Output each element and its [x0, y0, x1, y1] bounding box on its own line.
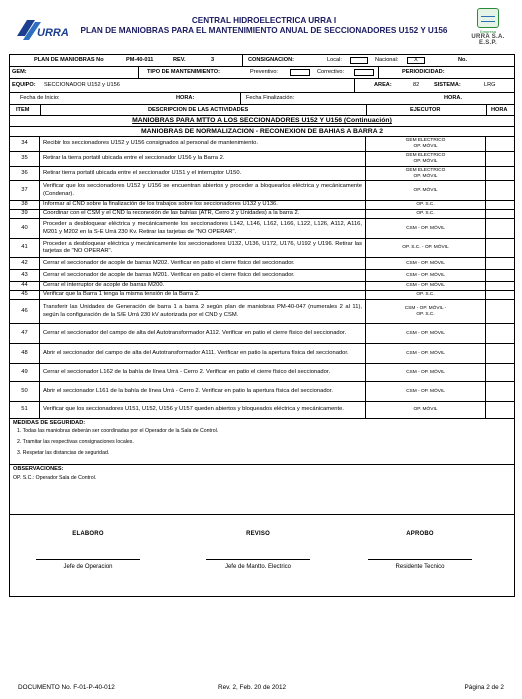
activity-hour[interactable] — [486, 344, 514, 363]
gem-row — [10, 67, 514, 79]
brand-small-text: Empresa — [479, 29, 496, 34]
activity-description: Abrir el seccionador del campo de alta del Autotransformador A111. Verificar en patio la apertura física del seccionador. — [43, 349, 349, 356]
activity-hour[interactable] — [486, 210, 514, 218]
activity-description: Coordinar con el CSM y el CND la reconexión de las bahías (ATR, Cerro 2 y Unidades) a la barra 2. — [43, 210, 300, 217]
footer-revision: Rev. 2, Feb. 20 de 2012 — [218, 684, 287, 691]
activity-number: 51 — [10, 402, 40, 418]
activity-hour[interactable] — [486, 201, 514, 209]
activity-executor: GEM ELECTRICO OP. MÓVIL — [366, 167, 486, 180]
activity-hour[interactable] — [486, 239, 514, 257]
local-label: Local: — [327, 57, 342, 63]
activity-description: Retirar la tierra portatil ubicada entre el seccionador U156 y la Barra 2. — [43, 155, 225, 162]
document-title — [79, 16, 449, 36]
activity-number: 34 — [10, 137, 40, 151]
activity-hour[interactable] — [486, 167, 514, 180]
activity-executor: CSM - OP. MÓVIL — [366, 258, 486, 269]
activity-executor: CSM - OP. MÓVIL — [366, 382, 486, 401]
no-label: No. — [458, 57, 468, 63]
activity-description: Transferir las Unidades de Generación de barra 1 a barra 2 según plan de maniobras PM-40-047 (numerales 2 al 11), según la configuración de la S/E Urrá 230 kV autorizada por el CND y CSM. — [43, 304, 362, 318]
activity-executor: OP. S.C. — [366, 291, 486, 299]
title-line-2: PLAN DE MANIOBRAS PARA EL MANTENIMIENTO ANUAL DE SECCIONADORES U152 Y U156 — [80, 26, 448, 35]
activities-table — [10, 137, 514, 419]
activity-row — [10, 219, 514, 239]
activity-number: 44 — [10, 282, 40, 290]
activity-row — [10, 382, 514, 402]
area-label: AREA: — [374, 82, 392, 88]
section-title-text: MANIOBRAS PARA MTTO A LOS SECCIONADORES U152 Y U156 (Continuación) — [132, 117, 392, 124]
brand-mark-icon — [477, 8, 499, 28]
activity-hour[interactable] — [486, 152, 514, 166]
activity-row — [10, 201, 514, 210]
activity-description-cell — [40, 210, 366, 218]
activity-hour[interactable] — [486, 382, 514, 401]
activity-description: Verificar que los seccionadores U151, U152, U156 y U157 queden abiertos y bloqueados eléctrica y mecánicamente. — [43, 406, 344, 413]
activity-executor: CSM - OP. MÓVIL — [366, 282, 486, 290]
activity-number: 50 — [10, 382, 40, 401]
gem-label: GEM: — [12, 69, 27, 75]
correctivo-checkbox[interactable] — [354, 69, 374, 76]
activity-row — [10, 291, 514, 300]
activity-row — [10, 167, 514, 181]
hora-header: HORA — [491, 107, 508, 113]
preventivo-checkbox[interactable] — [290, 69, 310, 76]
activity-executor: CSM - OP. MÓVIL — [366, 324, 486, 343]
activity-description: Cerrar el interruptor de acople de barras M200. — [43, 282, 165, 289]
fecha-inicio-label: Fecha de Inicio: — [20, 95, 60, 101]
activity-hour[interactable] — [486, 364, 514, 381]
activity-description-cell — [40, 239, 366, 257]
activity-hour[interactable] — [486, 402, 514, 418]
activity-number: 39 — [10, 210, 40, 218]
reviso-role: Jefe de Mantto. Electrico — [224, 564, 292, 570]
plan-value: PM-40-011 — [126, 57, 154, 63]
activity-row — [10, 282, 514, 291]
activity-description: Informar al CND sobre la finalización de los trabajos sobre los seccionadores U132 y U136. — [43, 201, 278, 208]
urra-logo — [13, 14, 69, 44]
activity-description-cell — [40, 167, 366, 180]
section-title — [10, 116, 514, 127]
signatures — [10, 515, 514, 597]
activity-executor: CSM - OP. MÓVIL — [366, 344, 486, 363]
section-subtitle-text: MANIOBRAS DE NORMALIZACION - RECONEXION DE BAHIAS A BARRA 2 — [140, 128, 384, 135]
activity-description: Abrir el seccionador L161 de la bahía de línea Urrá - Cerro 2. Verificar en patio la apertura física del seccionador. — [43, 387, 334, 394]
correctivo-label: Correctivo: — [317, 69, 345, 75]
activity-description-cell — [40, 201, 366, 209]
activity-number: 36 — [10, 167, 40, 180]
activity-description-cell — [40, 300, 366, 323]
preventivo-label: Preventivo: — [250, 69, 278, 75]
medida-item-1: 1. Todas las maniobras deberán ser coordinadas por el Operador de la Sala de Control. — [17, 428, 219, 434]
activity-description-cell — [40, 344, 366, 363]
activity-row — [10, 364, 514, 382]
activity-hour[interactable] — [486, 137, 514, 151]
signature-aprobo — [350, 515, 490, 570]
rev-value: 3 — [211, 57, 215, 63]
activity-executor: GEM ELECTRICO OP. MÓVIL — [366, 152, 486, 166]
activity-executor: CSM - OP. MÓVIL — [366, 364, 486, 381]
activity-description: Proceder a desbloquear eléctrica y mecánicamente los seccionadores U132, U136, U172, U176, U192 y U196. Retirar las tarjetas de "NO OPERAR". — [43, 240, 362, 254]
consignacion-label: CONSIGNACION: — [248, 57, 294, 63]
activity-executor: CSM - OP. MÓVIL — [366, 270, 486, 281]
medida-item-2: 2. Tramitar las respectivas consignaciones locales. — [17, 439, 134, 445]
nacional-value: X — [414, 57, 418, 63]
activity-row — [10, 344, 514, 364]
document-header — [9, 8, 515, 52]
footer-page: Página 2 de 2 — [464, 684, 504, 691]
activity-number: 40 — [10, 219, 40, 238]
activity-number: 35 — [10, 152, 40, 166]
hora-label: HORA: — [176, 95, 195, 101]
activity-executor: OP. S.C. — [366, 210, 486, 218]
activity-row — [10, 152, 514, 167]
activity-row — [10, 402, 514, 419]
activity-executor: GEM ELECTRICO OP. MÓVIL — [366, 137, 486, 151]
tipo-label: TIPO DE MANTENIMIENTO: — [147, 69, 220, 75]
aprobo-role: Residente Tecnico — [395, 564, 445, 570]
activity-description-cell — [40, 181, 366, 200]
equipo-row — [10, 79, 514, 93]
activity-hour[interactable] — [486, 181, 514, 200]
activity-description: Cerrar el seccionador de acople de barras M202. Verificar en patio el cierre físico del seccionador. — [43, 259, 295, 266]
activity-number: 38 — [10, 201, 40, 209]
fecha-row — [10, 93, 514, 105]
signature-line — [206, 559, 310, 560]
activity-executor: OP. S.C. — [366, 201, 486, 209]
activity-description: Proceder a desbloquear eléctrica y mecánicamente los seccionadores L142, L146, L162, L166, L122, L126, A112, A116, M201 y M202 en la S-E Urrá 230 Kv. Retirar las tarjetas de "NO OPERAR". — [43, 221, 362, 235]
activity-description: Retirar tierra portatil ubicada entre el seccionador U151 y el interruptor U150. — [43, 169, 242, 176]
equipo-label: EQUIPO: — [12, 82, 36, 88]
activity-number: 37 — [10, 181, 40, 200]
activity-number: 46 — [10, 300, 40, 323]
activity-row — [10, 137, 514, 152]
activity-row — [10, 324, 514, 344]
activity-hour[interactable] — [486, 291, 514, 299]
activity-description-cell — [40, 137, 366, 151]
ejecutor-header: EJECUTOR — [410, 107, 441, 113]
brand-name: URRA S.A. E.S.P. — [471, 34, 505, 46]
activity-description-cell — [40, 402, 366, 418]
elaboro-title: ELABORO — [72, 531, 104, 537]
activity-description: Verificar que los seccionadores U152 y U156 se encuentran abiertos y proceder a bloquearlos eléctrica y mecánicamente (Condenar). — [43, 183, 362, 197]
activity-description-cell — [40, 152, 366, 166]
rev-label: REV. — [173, 57, 186, 63]
activity-description-cell — [40, 219, 366, 238]
activity-row — [10, 181, 514, 201]
activity-hour[interactable] — [486, 219, 514, 238]
elaboro-role: Jefe de Operacion — [63, 564, 113, 570]
column-headers — [10, 105, 514, 116]
activity-executor: OP. MÓVIL — [366, 402, 486, 418]
sistema-value: LRG — [484, 82, 496, 88]
activity-hour[interactable] — [486, 258, 514, 269]
activity-number: 49 — [10, 364, 40, 381]
activity-executor: OP. S.C. - OP. MÓVIL — [366, 239, 486, 257]
activity-number: 41 — [10, 239, 40, 257]
periodicidad-label: PERIODICIDAD: — [402, 69, 445, 75]
activity-description-cell — [40, 258, 366, 269]
observaciones-label: OBSERVACIONES: — [13, 466, 64, 472]
activity-description-cell — [40, 324, 366, 343]
title-line-1: CENTRAL HIDROELECTRICA URRA I — [191, 16, 337, 25]
activity-row — [10, 210, 514, 219]
activity-executor: OP. MÓVIL — [366, 181, 486, 200]
reviso-title: REVISO — [246, 531, 270, 537]
activity-row — [10, 300, 514, 324]
maneuver-plan-form — [9, 54, 515, 597]
activity-number: 48 — [10, 344, 40, 363]
activity-number: 47 — [10, 324, 40, 343]
observaciones — [10, 465, 514, 515]
activity-executor: CSM - OP. MÓVIL — [366, 219, 486, 238]
hora2-label: HORA. — [444, 95, 463, 101]
activity-description: Verificar que la Barra 1 tenga la misma tensión de la Barra 2. — [43, 291, 200, 298]
activity-description: Recibir los seccionadores U152 y U156 consignados al personal de mantenimiento. — [43, 140, 258, 147]
activity-description: Cerrar el seccionador del campo de alta del Autotransformador A112. Verificar en patio el cierre físico del seccionador. — [43, 329, 347, 336]
activity-executor: CSM - OP. MÓVIL - OP. S.C. — [366, 300, 486, 323]
activity-description-cell — [40, 270, 366, 281]
item-header: ITEM — [16, 107, 30, 113]
sistema-label: SISTEMA: — [434, 82, 461, 88]
nacional-label: Nacional: — [375, 57, 399, 63]
activity-row — [10, 239, 514, 258]
signature-line — [368, 559, 472, 560]
medidas-label: MEDIDAS DE SEGURIDAD: — [13, 420, 86, 426]
area-value: 82 — [413, 82, 420, 88]
section-subtitle — [10, 127, 514, 137]
plan-label: PLAN DE MANIOBRAS No — [34, 57, 104, 63]
activity-description-cell — [40, 364, 366, 381]
aprobo-title: APROBO — [406, 531, 434, 537]
activity-description-cell — [40, 291, 366, 299]
activity-description: Cerrar el seccionador L162 de la bahía de línea Urrá - Cerro 2. Verificar en patio el cierre físico del seccionador. — [43, 368, 331, 375]
signature-line — [36, 559, 140, 560]
observaciones-text: OP. S.C.: Operador Sala de Control. — [13, 475, 97, 481]
activity-hour[interactable] — [486, 282, 514, 290]
left-logo-text: URRA — [37, 27, 69, 39]
fecha-fin-label: Fecha Finalización: — [246, 95, 295, 101]
signature-elaboro — [18, 515, 158, 570]
medida-item-3: 3. Respetar las distancias de seguridad. — [17, 450, 110, 456]
activity-description-cell — [40, 382, 366, 401]
footer-doc-number: DOCUMENTO No. F-01-P-40-012 — [18, 684, 115, 691]
activity-hour[interactable] — [486, 324, 514, 343]
activity-number: 45 — [10, 291, 40, 299]
activity-number: 42 — [10, 258, 40, 269]
equipo-value: SECCIONADOR U152 y U156 — [44, 82, 120, 88]
activity-row — [10, 258, 514, 270]
signature-reviso — [188, 515, 328, 570]
activity-hour[interactable] — [486, 270, 514, 281]
local-checkbox[interactable] — [350, 57, 368, 64]
activity-description: Cerrar el seccionador de acople de barras M201. Verificar en patio el cierre físico del seccionador. — [43, 271, 295, 278]
activity-description-cell — [40, 282, 366, 290]
medidas-seguridad — [10, 419, 514, 465]
activity-number: 43 — [10, 270, 40, 281]
activity-hour[interactable] — [486, 300, 514, 323]
plan-row — [10, 55, 514, 67]
activity-row — [10, 270, 514, 282]
urra-brand-logo — [465, 8, 511, 52]
description-header: DESCRIPCION DE LAS ACTIVIDADES — [148, 107, 249, 113]
